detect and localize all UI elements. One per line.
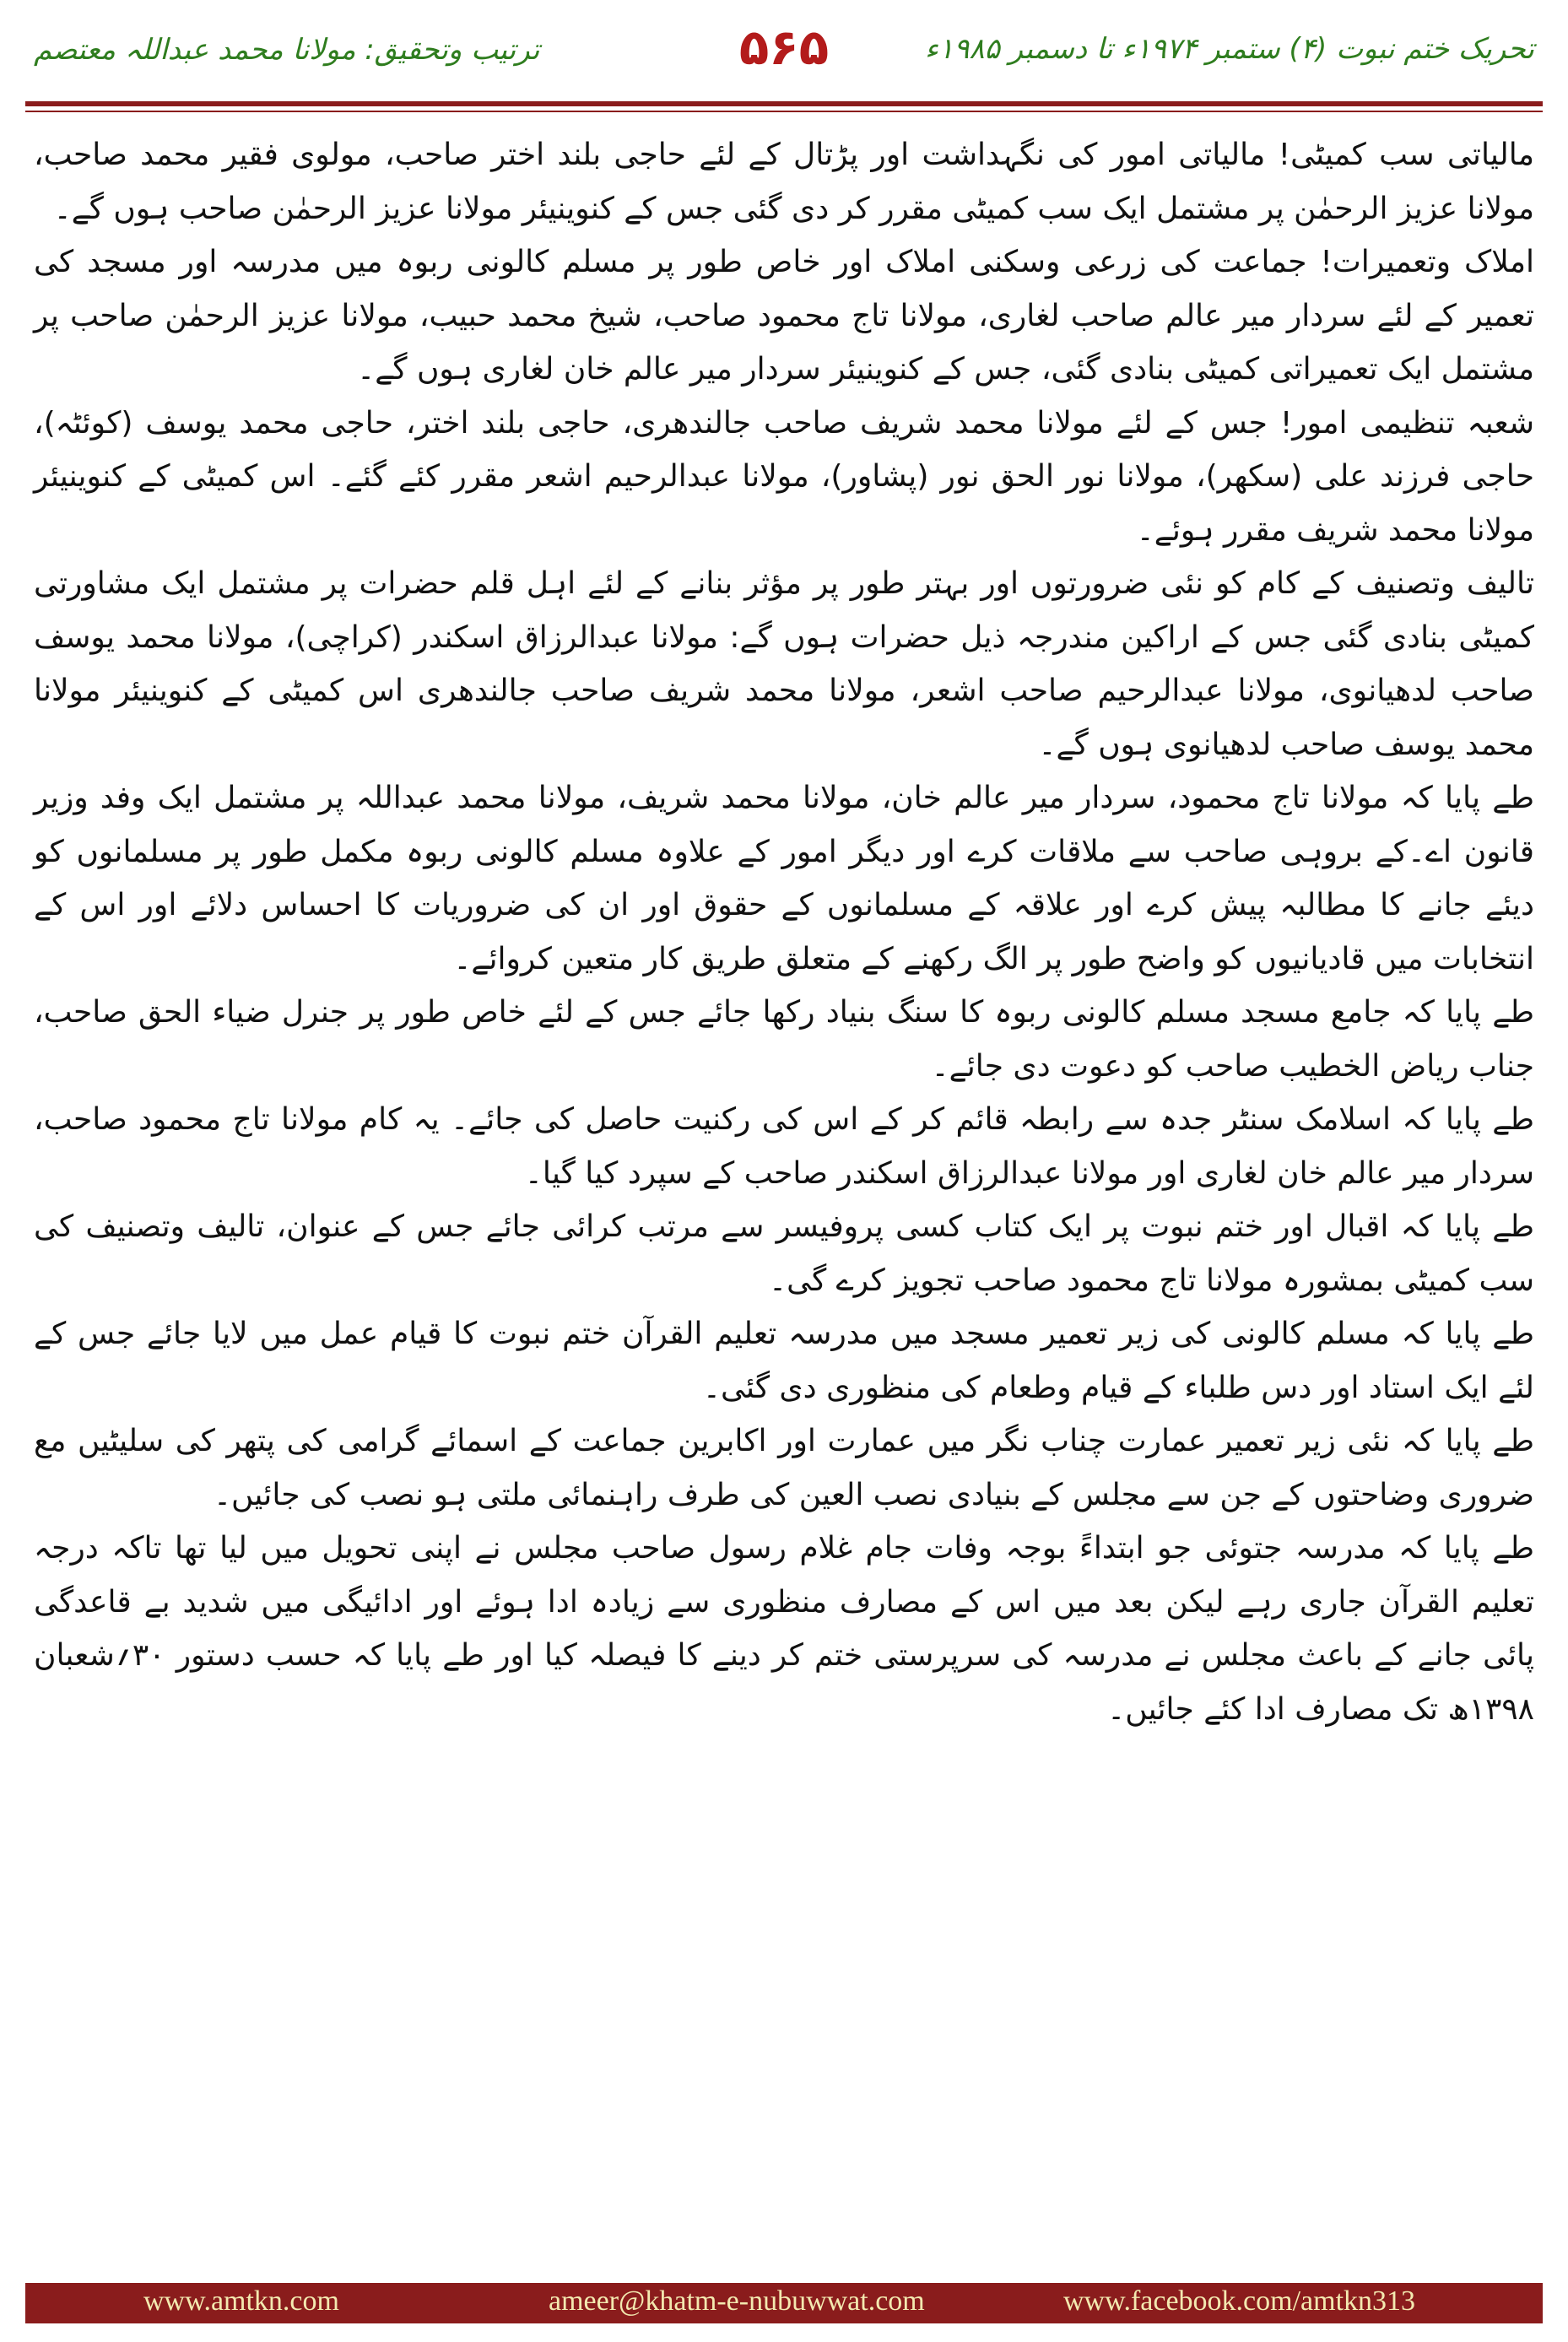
paragraph-properties-construction: املاک وتعمیرات! جماعت کی زرعی وسکنی املاک اور خاص طور پر مسلم کالونی ربوہ میں مدرسہ اور مسجد کی تعمیر کے لئے سردار میر عالم صاحب لغاری، مولانا تاج محمود صاحب، شیخ محمد حبیب، مولانا عزیز الرحمٰن صاحب پر مشتمل ایک تعمیراتی کمیٹی بنادی گئی، جس کے کنوینیئر سردار میر عالم خان لغاری ہوں گے۔ [34, 245, 1534, 387]
paragraph-stone-plaques: طے پایا کہ نئی زیر تعمیر عمارت چناب نگر میں عمارت اور اکابرین جماعت کے اسمائے گرامی کی پتھر کی سلیٹیں مع ضروری وضاحتوں کے جن سے مجلس کے بنیادی نصب العین کی طرف راہنمائی ملتی ہو نصب کی جائیں۔ [34, 1424, 1534, 1512]
paragraph-finance-committee: مالیاتی سب کمیٹی! مالیاتی امور کی نگہداشت اور پڑتال کے لئے حاجی بلند اختر صاحب، مولوی فقیر محمد صاحب، مولانا عزیز الرحمٰن پر مشتمل ایک سب کمیٹی مقرر کر دی گئی جس کے کنوینیئر مولانا عزیز الرحمٰن صاحب ہوں گے۔ [34, 138, 1534, 226]
facebook-link[interactable]: www.facebook.com/amtkn313 [1063, 2285, 1416, 2317]
header-divider [25, 101, 1543, 112]
paragraph-jatoi-madrasa: طے پایا کہ مدرسہ جتوئی جو ابتداءً بوجہ وفات جام غلام رسول صاحب مجلس نے اپنی تحویل میں لیا تھا تاکہ درجہ تعلیم القرآن جاری رہے لیکن بعد میں اس کے مصارف منظوری سے زیادہ ادا ہوئے اور ادائیگی میں شدید بے قاعدگی پائی جانے کے باعث مجلس نے مدرسہ کی سرپرستی ختم کر دینے کا فیصلہ کیا اور طے پایا کہ حسب دستور ۳۰؍شعبان ۱۳۹۸ھ تک مصارف ادا کئے جائیں۔ [34, 1531, 1534, 1727]
series-title: تحریک ختم نبوت (۴) ستمبر ۱۹۷۴ء تا دسمبر ۱۹۸۵ء [924, 32, 1534, 66]
website-link[interactable]: www.amtkn.com [143, 2285, 339, 2317]
paragraph-organizational-affairs: شعبہ تنظیمی امور! جس کے لئے مولانا محمد شریف صاحب جالندھری، حاجی بلند اختر، حاجی محمد یوسف (کوئٹہ)، حاجی فرزند علی (سکھر)، مولانا نور الحق نور (پشاور)، مولانا عبدالرحیم اشعر مقرر کئے گئے۔ اس کمیٹی کے کنوینیئر مولانا محمد شریف مقرر ہوئے۔ [34, 405, 1534, 548]
page-number: ۵۶۵ [738, 19, 830, 76]
paragraph-madrasa: طے پایا کہ مسلم کالونی کی زیر تعمیر مسجد میں مدرسہ تعلیم القرآن ختم نبوت کا قیام عمل میں لایا جائے جس کے لئے ایک استاد اور دس طلباء کے قیام وطعام کی منظوری دی گئی۔ [34, 1317, 1534, 1405]
paragraph-writing-committee: تالیف وتصنیف کے کام کو نئی ضرورتوں اور بہتر طور پر مؤثر بنانے کے لئے اہل قلم حضرات پر مشتمل ایک مشاورتی کمیٹی بنادی گئی جس کے اراکین مندرجہ ذیل حضرات ہوں گے: مولانا عبدالرزاق اسکندر (کراچی)، مولانا محمد یوسف صاحب لدھیانوی، مولانا عبدالرحیم صاحب اشعر، مولانا محمد شریف صاحب جالندھری اس کمیٹی کے کنوینیئر مولانا محمد یوسف صاحب لدھیانوی ہوں گے۔ [34, 566, 1534, 762]
paragraph-mosque-foundation: طے پایا کہ جامع مسجد مسلم کالونی ربوہ کا سنگ بنیاد رکھا جائے جس کے لئے خاص طور پر جنرل ضیاء الحق صاحب، جناب ریاض الخطیب صاحب کو دعوت دی جائے۔ [34, 995, 1534, 1084]
page-header [0, 0, 1568, 100]
page-body [34, 128, 1534, 1736]
email-link[interactable]: ameer@khatm-e-nubuwwat.com [549, 2285, 925, 2317]
paragraph-iqbal-book: طے پایا کہ اقبال اور ختم نبوت پر ایک کتاب کسی پروفیسر سے مرتب کرائی جائے جس کے عنوان، تالیف وتصنیف کی سب کمیٹی بمشورہ مولانا تاج محمود صاحب تجویز کرے گی۔ [34, 1209, 1534, 1298]
paragraph-delegation: طے پایا کہ مولانا تاج محمود، سردار میر عالم خان، مولانا محمد شریف، مولانا محمد عبداللہ پر مشتمل ایک وفد وزیر قانون اے۔کے بروہی صاحب سے ملاقات کرے اور دیگر امور کے علاوہ مسلم کالونی ربوہ مکمل طور پر مسلمانوں کو دیئے جانے کا مطالبہ پیش کرے اور علاقہ کے مسلمانوں کے حقوق اور ان کی ضروریات کا احساس دلائے اور اس کے انتخابات میں قادیانیوں کو واضح طور پر الگ رکھنے کے متعلق طریق کار متعین کروائے۔ [34, 781, 1534, 976]
paragraph-islamic-center: طے پایا کہ اسلامک سنٹر جدہ سے رابطہ قائم کر کے اس کی رکنیت حاصل کی جائے۔ یہ کام مولانا تاج محمود صاحب، سردار میر عالم خان لغاری اور مولانا عبدالرزاق اسکندر صاحب کے سپرد کیا گیا۔ [34, 1102, 1534, 1191]
compiler-credit: ترتیب وتحقیق: مولانا محمد عبداللہ معتصم [34, 33, 540, 67]
